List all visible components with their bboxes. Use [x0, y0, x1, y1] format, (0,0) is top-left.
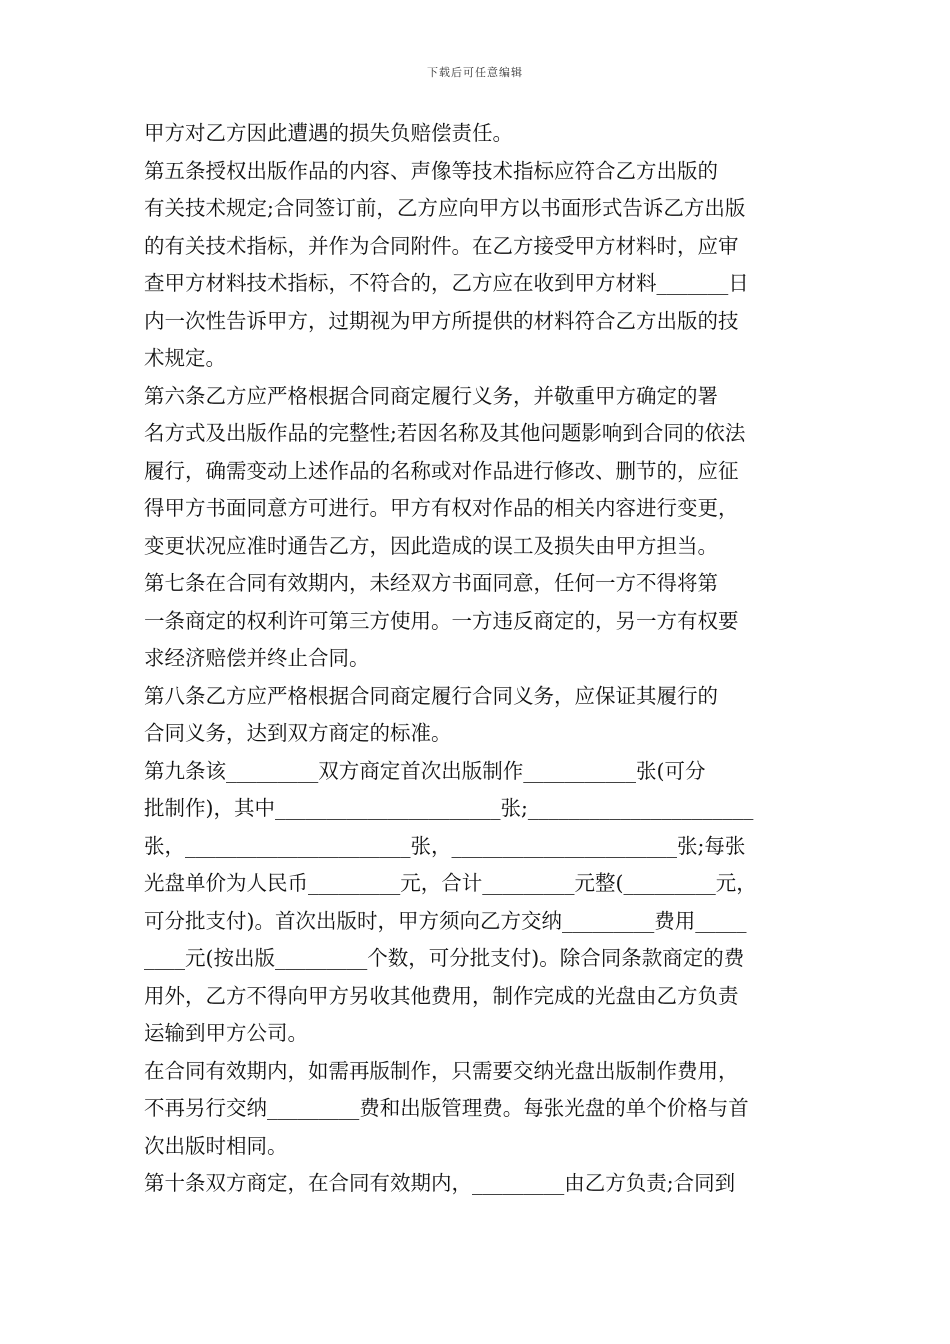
text-line: 名方式及出版作品的完整性;若因名称及其他问题影响到合同的依法: [144, 421, 746, 445]
text-line: 第七条在合同有效期内，未经双方书面同意，任何一方不得将第: [144, 571, 718, 595]
text-line: 的有关技术指标，并作为合同附件。在乙方接受甲方材料时，应审: [144, 233, 739, 258]
text-line: 第八条乙方应严格根据合同商定履行合同义务，应保证其履行的: [144, 683, 718, 708]
text-line: 光盘单价为人民币_________元，合计_________元整(_________元，: [144, 871, 757, 895]
text-line: 第五条授权出版作品的内容、声像等技术指标应符合乙方出版的: [144, 158, 718, 183]
text-line: 有关技术规定;合同签订前，乙方应向甲方以书面形式告诉乙方出版: [144, 196, 746, 220]
text-line: 次出版时相同。: [144, 1133, 288, 1158]
text-line: 运输到甲方公司。: [144, 1021, 308, 1045]
page-header: 下载后可任意编辑: [427, 66, 523, 79]
document-body: [144, 115, 808, 1203]
text-line: 用外，乙方不得向甲方另收其他费用，制作完成的光盘由乙方负责: [144, 983, 739, 1008]
text-line: 在合同有效期内，如需再版制作，只需要交纳光盘出版制作费用，: [144, 1058, 739, 1083]
text-line: 不再另行交纳_________费和出版管理费。每张光盘的单个价格与首: [144, 1096, 749, 1120]
text-line: 甲方对乙方因此遭遇的损失负赔偿责任。: [144, 121, 513, 145]
text-line: 批制作)，其中______________________张;______________________: [144, 796, 754, 820]
text-line: 求经济赔偿并终止合同。: [144, 646, 370, 670]
text-line: 术规定。: [144, 346, 226, 370]
text-line: 合同义务，达到双方商定的标准。: [144, 721, 452, 745]
text-line: 一条商定的权利许可第三方使用。一方违反商定的，另一方有权要: [144, 608, 739, 633]
text-line: 履行，确需变动上述作品的名称或对作品进行修改、删节的，应征: [144, 458, 739, 483]
text-line: 内一次性告诉甲方，过期视为甲方所提供的材料符合乙方出版的技: [144, 308, 739, 333]
text-line: 第九条该_________双方商定首次出版制作___________张(可分: [144, 758, 706, 783]
text-line: 查甲方材料技术指标，不符合的，乙方应在收到甲方材料_______日: [144, 271, 749, 295]
text-line: 可分批支付)。首次出版时，甲方须向乙方交纳_________费用_____: [144, 908, 747, 933]
text-line: 变更状况应准时通告乙方，因此造成的误工及损失由甲方担当。: [144, 533, 718, 558]
text-line: 第六条乙方应严格根据合同商定履行义务，并敬重甲方确定的署: [144, 383, 718, 408]
text-line: 张，______________________张，______________________张;每张: [144, 833, 746, 858]
text-line: 第十条双方商定，在合同有效期内，_________由乙方负责;合同到: [144, 1171, 736, 1195]
text-line: ____元(按出版_________个数，可分批支付)。除合同条款商定的费: [144, 946, 745, 970]
text-line: 得甲方书面同意方可进行。甲方有权对作品的相关内容进行变更，: [144, 496, 739, 520]
